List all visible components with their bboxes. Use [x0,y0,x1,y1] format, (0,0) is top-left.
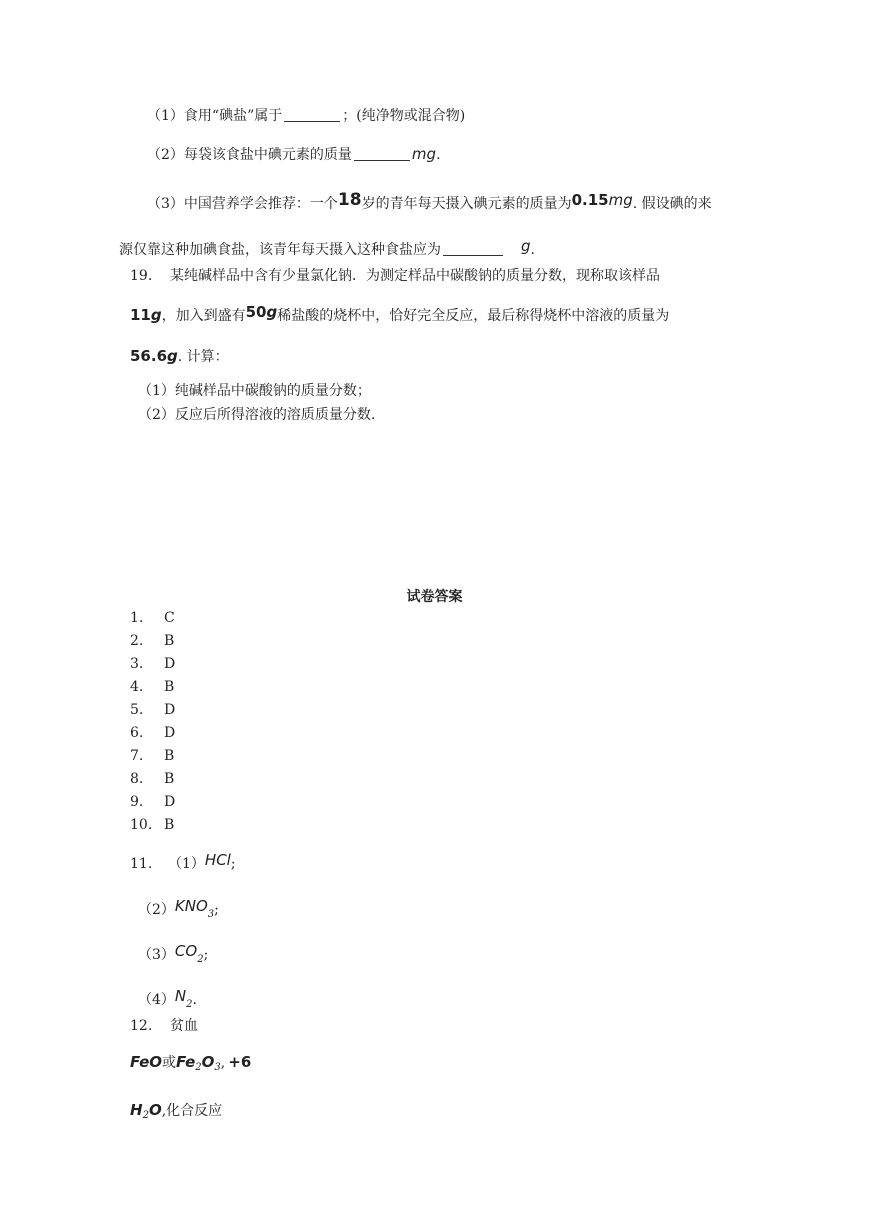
answer-item [130,677,174,697]
answers-title: 试卷答案 [406,589,463,605]
answer-number: 8. [130,771,144,787]
q18-part3-cont: 源仅靠这种加碘食盐，该青年每天摄入这种食盐应为 g. [119,237,535,258]
answer-11-line2: $(2)KNO_3$; [138,897,219,920]
answer-item [130,700,175,720]
answer-item [130,815,174,835]
answer-value: D [164,725,176,741]
q18-part2: （2）每袋该食盐中碘元素的质量 mg. [147,145,441,163]
q19-sub2: （2）反应后所得溶液的溶质质量分数. [138,407,376,423]
q18-part1: （1）食用“碘盐”属于 ；(纯净物或混合物) [147,108,466,124]
answer-number: 10. [130,817,153,833]
answer-item [130,654,175,674]
answer-12-line2: FeO或$Fe_2O_3$, +6 [130,1053,252,1073]
q19-line1: 19. 某纯碱样品中含有少量氯化钠．为测定样品中碳酸钠的质量分数，现称取该样品 [130,268,660,284]
q19-line2: 11g，加入到盛有50g稀盐酸的烧杯中，恰好完全反应，最后称得烧杯中溶液的质量为 [130,303,670,324]
answer-item [130,792,175,812]
answer-item [130,746,174,766]
answer-blank [443,241,503,256]
answer-number: 7. [130,748,144,764]
answer-value: B [164,633,175,649]
answer-blank [284,107,340,122]
answer-value: D [164,702,176,718]
q19-sub1: （1）纯碱样品中碳酸钠的质量分数； [138,383,371,399]
answer-value: B [164,748,175,764]
answer-number: 1. [130,610,144,626]
answer-item [130,723,175,743]
answer-value: B [164,679,175,695]
answer-item [130,769,174,789]
answer-number: 5. [130,702,144,718]
answer-number: 2. [130,633,144,649]
answer-number: 6. [130,725,144,741]
answer-blank [354,146,410,161]
answer-12-line3: $H_2O$,化合反应 [130,1101,223,1121]
answer-value: B [164,817,175,833]
answer-item [130,631,174,651]
answer-value: B [164,771,175,787]
answer-number: 4. [130,679,144,695]
q19-line3: 56.6g. 计算： [130,347,229,365]
answer-value: D [164,656,176,672]
answer-number: 3. [130,656,144,672]
q18-part3: （3）中国营养学会推荐：一个18岁的青年每天摄入碘元素的质量为0.15mg. 假设碘的来 [147,190,712,212]
answer-item [130,608,175,628]
answer-12-line1: 12. 贫血 [130,1018,198,1034]
answer-11-line3: $(3)CO_2$; [138,942,209,965]
answer-11-line1: 11. （1）HCl; [130,851,236,872]
answer-number: 9. [130,794,144,810]
answer-11-line4: $(4)N_2$. [138,987,197,1010]
answer-value: D [164,794,176,810]
answer-value: C [164,610,175,626]
